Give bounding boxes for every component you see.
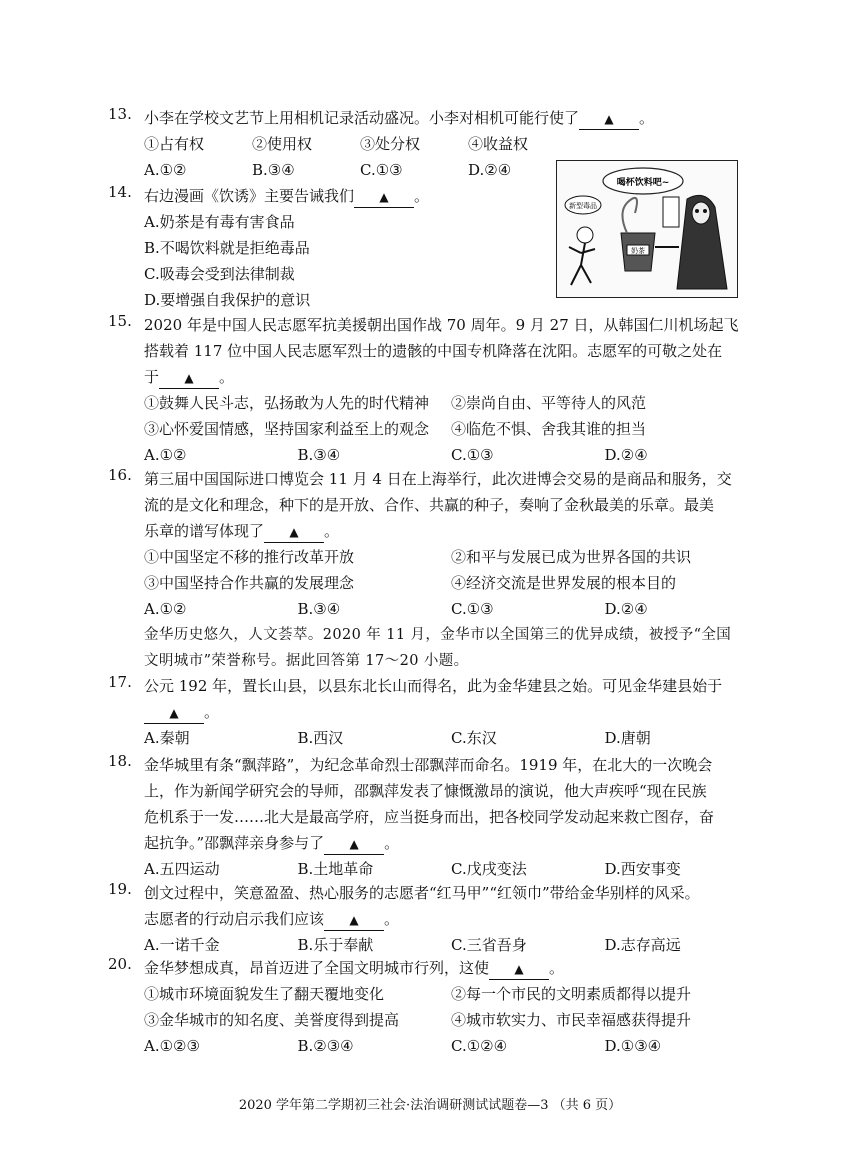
question-stem: 小李在学校文艺节上用相机记录活动盛况。小李对相机可能行使了 ▲ 。 [144, 105, 758, 131]
comic-drawing [557, 161, 737, 297]
statement-items: ①中国坚定不移的推行改革开放 ②和平与发展已成为世界各国的共识 [144, 548, 692, 566]
sign-text: 新型毒品 [569, 202, 597, 210]
answer-blank: ▲ [324, 909, 384, 931]
statement-items: ③心怀爱国情感，坚持国家利益至上的观念 ④临危不惧、舍我其谁的担当 [144, 420, 647, 438]
question-stem: 金华梦想成真，昂首迈进了全国文明城市行列，这使 ▲ 。 [144, 955, 758, 981]
speech-text: 喝杯饮料吧~ [616, 178, 670, 188]
question-number: 19. [108, 880, 132, 898]
question-15: 15. 2020 年是中国人民志愿军抗美援朝出国作战 70 周年。9 月 27 日，从韩国仁川机场起飞 搭载着 117 位中国人民志愿军烈士的遗骸的中国专机降落在沈阳。志愿军的可敬之处在 于 ▲ 。 ①鼓舞人民斗志，弘扬敢为人先的时代精神 ②崇尚自由、平等待人的风范 ③心怀爱国情感，坚持国家利益至上的观念 ④临危不惧、舍我其谁的担当 A.①② B.③④ C.①③ D.②④ [108, 312, 758, 468]
answer-blank: ▲ [159, 367, 219, 389]
question-stem-end: 志愿者的行动启示我们应该 ▲ 。 [144, 906, 758, 932]
question-number: 18. [108, 752, 132, 770]
answer-blank: ▲ [579, 108, 639, 130]
question-17: 17. 公元 192 年，置长山县，以县东北长山而得名，此为金华建县之始。可见金华建县始于 ▲ 。 A.秦朝 B.西汉 C.东汉 D.唐朝 [108, 673, 758, 751]
answer-blank: ▲ [489, 958, 549, 980]
question-16: 16. 第三届中国国际进口博览会 11 月 4 日在上海举行，此次进博会交易的是商品和服务，交 流的是文化和理念，种下的是开放、合作、共赢的种子，奏响了金秋最美的乐章。最美 乐章的谱写体现了 ▲ 。 ①中国坚定不移的推行改革开放 ②和平与发展已成为世界各国的共识 ③中国坚持合作共赢的发展理念 ④经济交流是世界发展的根本目的 A.①② B.③④ C.①③ D.②④ [108, 466, 758, 622]
answer-blank: ▲ [144, 702, 204, 724]
option-c: C.吸毒会受到法律制裁 [144, 265, 295, 283]
statement-items: ③金华城市的知名度、美誉度得到提高 ④城市软实力、市民幸福感获得提升 [144, 1011, 692, 1029]
statement-items: ③中国坚持合作共赢的发展理念 ④经济交流是世界发展的根本目的 [144, 574, 677, 592]
question-stem-end: ▲ 。 [144, 699, 758, 725]
question-14 [108, 183, 528, 313]
question-stem-end: 乐章的谱写体现了 ▲ 。 [144, 518, 758, 544]
question-18: 18. 金华城里有条“飘萍路”，为纪念革命烈士邵飘萍而命名。1919 年，在北大的一次晚会 上，作为新闻学研究会的导师，邵飘萍发表了慷慨激昂的演说，他大声疾呼“现在民族 危机系于一发……北大是最高学府，应当挺身而出，把各校同学发动起来救亡图存，奋 起抗争。”邵飘萍亲身参与了 ▲ 。 A.五四运动 B.土地革命 C.戊戌变法 D.西安事变 [108, 752, 758, 882]
question-stem-end: 于 ▲ 。 [144, 364, 758, 390]
question-number: 20. [108, 955, 132, 973]
question-number: 13. [108, 105, 132, 123]
question-stem-end: 起抗争。”邵飘萍亲身参与了 ▲ 。 [144, 830, 758, 856]
option-b: B.不喝饮料就是拒绝毒品 [144, 239, 310, 257]
question-number: 15. [108, 312, 132, 330]
question-number: 16. [108, 466, 132, 484]
statement-items: ①城市环境面貌发生了翻天覆地变化 ②每一个市民的文明素质都得以提升 [144, 985, 692, 1003]
option-d: D.要增强自我保护的意识 [144, 291, 311, 309]
answer-blank: ▲ [324, 833, 384, 855]
answer-options: A.一诺千金 B.乐于奉献 C.三省吾身 D.志存高远 [144, 936, 681, 954]
question-19: 19. 创文过程中，笑意盈盈、热心服务的志愿者“红马甲”“红领巾”带给金华别样的风采。 志愿者的行动启示我们应该 ▲ 。 A.一诺千金 B.乐于奉献 C.三省吾身 D.志存高远 [108, 880, 758, 958]
answer-options: A.①②③ B.②③④ C.①②④ D.①③④ [144, 1037, 662, 1055]
question-20 [108, 955, 758, 1059]
answer-options: A.秦朝 B.西汉 C.东汉 D.唐朝 [144, 729, 651, 747]
answer-options: A.五四运动 B.土地革命 C.戊戌变法 D.西安事变 [144, 860, 681, 878]
statement-items: ①占有权 ②使用权 ③处分权 ④收益权 [144, 135, 529, 153]
answer-blank: ▲ [354, 186, 414, 208]
answer-options: A.①② B.③④ C.①③ D.②④ [144, 446, 648, 464]
option-a: A.奶茶是有毒有害食品 [144, 213, 295, 231]
page-footer: 2020 学年第二学期初三社会·法治调研测试试题卷—3 （共 6 页） [238, 1098, 622, 1113]
question-number: 17. [108, 673, 132, 691]
answer-options: A.①② B.③④ C.①③ D.②④ [144, 600, 648, 618]
answer-blank: ▲ [264, 521, 324, 543]
comic-illustration [556, 160, 738, 298]
section-intro: 金华历史悠久，人文荟萃。2020 年 11 月，金华市以全国第三的优异成绩，被授予“全国 文明城市”荣誉称号。据此回答第 17～20 小题。 [144, 627, 732, 669]
question-number: 14. [108, 183, 132, 201]
answer-options: A.①② B.③④ C.①③ D.②④ [144, 161, 512, 179]
statement-items: ①鼓舞人民斗志，弘扬敢为人先的时代精神 ②崇尚自由、平等待人的风范 [144, 394, 647, 412]
question-stem: 右边漫画《饮诱》主要告诫我们 ▲ 。 [144, 183, 528, 209]
cup-label: 奶茶 [631, 247, 645, 255]
